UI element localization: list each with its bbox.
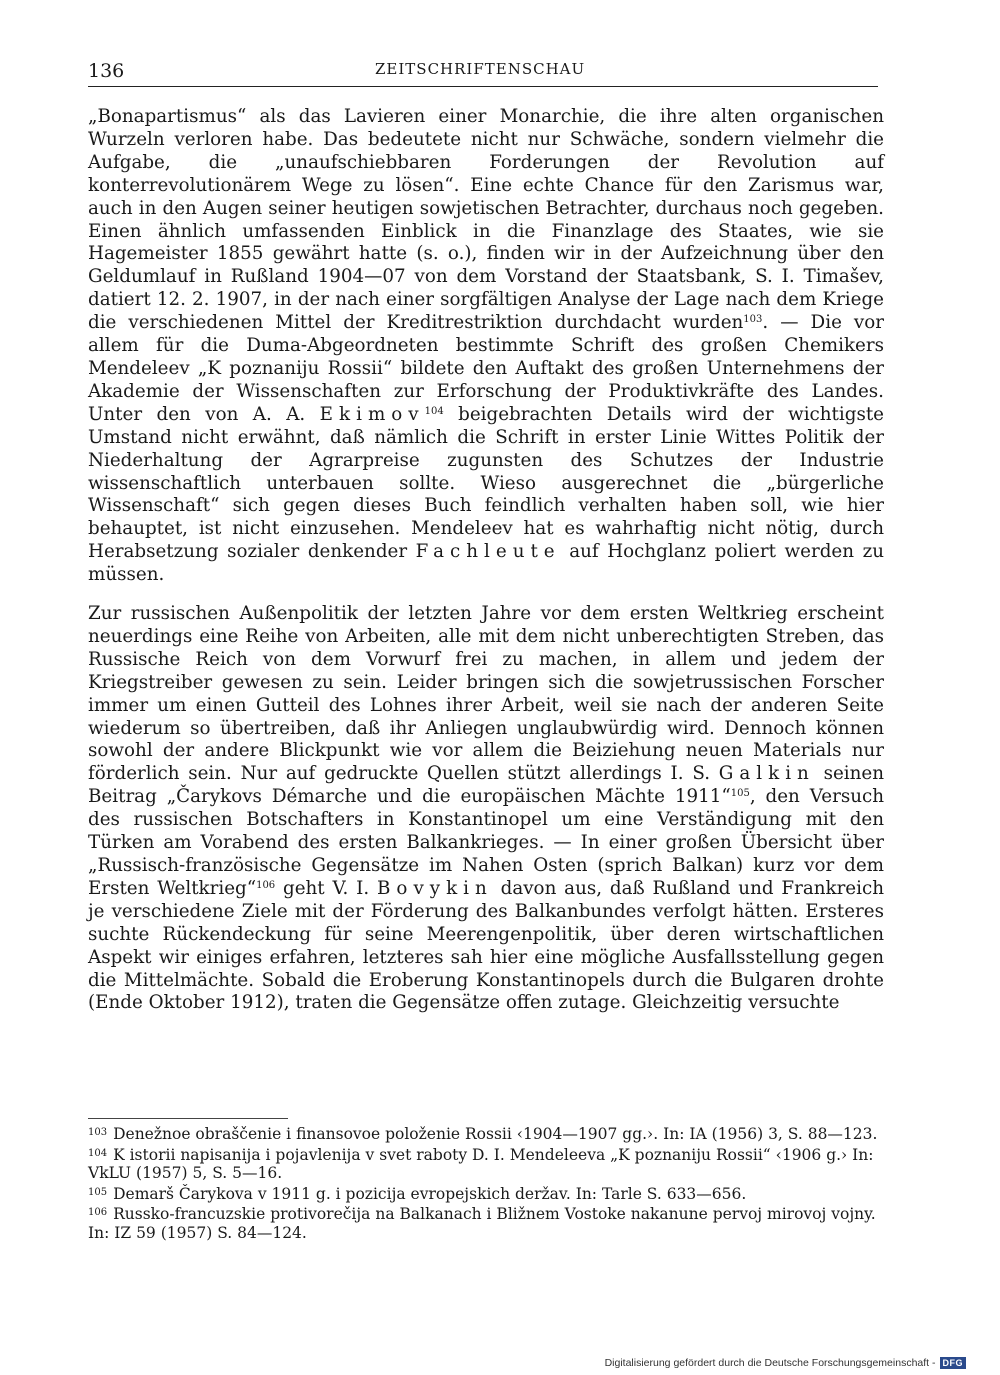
footnote-number: 103 [88,1127,108,1138]
text-run: , den Versuch des russischen Botschafters in Konstantinopel um eine Verständigung mit den Türken am Vorabend des ersten Balkankrieges. — In einer großen Übersicht über „Russisch-französische Gegensätze im Nahen Osten (sprich Balkan) kurz vor dem Ersten Weltkrieg“ [88,786,884,899]
footnote-rule [88,1118,288,1119]
page-number: 136 [88,60,125,82]
spaced-word-fachleute: Fachleute [415,541,561,563]
digitization-credit [605,1357,966,1369]
spaced-name-bovykin: Bovykin [377,877,493,899]
digitization-note: Digitalisierung gefördert durch die Deutsche Forschungsgemeinschaft - [604,1357,936,1369]
footnote-number: 104 [88,1147,108,1159]
footnote-ref-106: 106 [256,879,276,891]
footnote-number: 105 [88,1186,108,1198]
footnote-104 [88,1145,886,1183]
header-rule [88,86,878,87]
footnote-ref-103: 103 [743,314,763,326]
footnote-text: Demarš Čarykova v 1911 g. i pozicija evropejskich deržav. In: Tarle S. 633—656. [113,1184,747,1203]
running-head: ZEITSCHRIFTENSCHAU [375,60,586,78]
page-header [88,58,878,82]
text-run: geht V. I. [275,877,377,899]
dfg-logo: DFG [940,1357,967,1369]
footnote-text: Russko-francuzskie protivorečija na Balkanach i Bližnem Vostoke nakanune pervoj mirovoj vojny. In: IZ 59 (1957) S. 84—124. [88,1205,876,1242]
footnote-text: Denežnoe obraščenie i finansovoe položenie Rossii ‹1904—1907 gg.›. In: IA (1956) 3, S. 88—123. [113,1125,878,1143]
text-run: seinen Beitrag „Čarykovs Démarche und die europäischen Mächte 1911“ [88,763,884,808]
text-run: auf Hochglanz poliert werden zu müssen. [88,541,884,586]
paragraph-2 [88,603,884,1015]
main-text [88,106,884,1015]
text-run: beigebrachten Details wird der wichtigste Umstand nicht erwähnt, daß nämlich die Schrift in erster Linie Wittes Politik der Niederhaltung der Agrarpreise zugunsten des Schutzes der Industrie wissenschaftlich unterbauen sollte. Wieso ausgerechnet die „bürgerliche Wissenschaft“ sich gegen dieses Buch feindlich verhalten haben soll, wie hier behauptet, ist nicht einzusehen. Mendeleev hat es wahrhaftig nicht nötig, durch Herabsetzung sozialer denkender [88,403,884,563]
footnote-number: 106 [88,1207,108,1219]
text-run: „Bonapartismus“ als das Lavieren einer Monarchie, die ihre alten organischen Wurzeln verloren habe. Das bedeutete nicht nur Schwäche, sondern vielmehr die Aufgabe, die „unaufschiebbaren Forderungen der Revolution auf konterrevolutionärem Wege zu lösen“. Eine echte Chance für den Zarismus war, auch in den Augen seiner heutigen sowjetischen Betrachter, durchaus noch gegeben. Einen ähnlich umfassenden Einblick in die Finanzlage des Staates, wie sie Hagemeister 1855 gewährt hatte (s. o.), finden wir in der Aufzeichnung über den Geldumlauf in Rußland 1904—07 von dem Vorstand der Staatsbank, S. I. Timašev, datiert 12. 2. 1907, in der nach einer sorgfältigen Analyse der Lage nach dem Kriege die verschiedenen Mittel der Kreditrestriktion durchdacht wurden [88,106,884,334]
text-run: Zur russischen Außenpolitik der letzten Jahre vor dem ersten Weltkrieg erscheint neuerdings eine Reihe von Arbeiten, alle mit dem nicht unberechtigten Streben, das Russische Reich von dem Vorwurf frei zu machen, in allem und jedem der Kriegstreiber gewesen zu sein. Leider bringen sich die sowjetrussischen Forscher immer um einen Gutteil des Lohnes ihrer Arbeit, weil sie nach der anderen Seite wiederum so übertreiben, daß ihr Anliegen unglaubwürdig wird. Dennoch können sowohl der andere Blickpunkt wie vor allem die Beiziehung neuen Materials nur förderlich sein. Nur auf gedruckte Quellen stützt allerdings I. S. [88,603,884,785]
paragraph-1 [88,106,884,587]
footnote-103 [88,1124,886,1144]
footnote-text: K istorii napisanija i pojavlenija v svet raboty D. I. Mendeleeva „K poznaniju Rossii“ ‹1906 g.› In: VkLU (1957) 5, S. 5—16. [88,1145,874,1183]
footnote-105 [88,1184,886,1204]
spaced-name-galkin: Galkin [718,763,815,785]
spaced-name-ekimov: Ekimov [319,403,425,425]
footnotes [88,1124,886,1244]
footnote-ref-104: 104 [424,405,444,417]
footnote-106 [88,1204,886,1242]
text-run: davon aus, daß Rußland und Frankreich je verschiedene Ziele mit der Förderung des Balkanbundes verfolgt hätten. Ersteres suchte Rückendeckung für seine Meerengenpolitik, über deren wirtschaftlichen Aspekt wir einiges erfahren, letzteres sah hier eine mögliche Ausfallsstellung gegen die Mittelmächte. Sobald die Eroberung Konstantinopels durch die Bulgaren drohte (Ende Oktober 1912), traten die Gegensätze offen zutage. Gleichzeitig versuchte [88,877,884,1014]
text-run: . — Die vor allem für die Duma-Abgeordneten bestimmte Schrift des großen Chemikers Mendeleev „K poznaniju Rossii“ bildete den Auftakt des großen Unternehmens der Akademie der Wissenschaften zur Erforschung der Produktivkräfte des Landes. Unter den von A. A. [88,312,884,425]
footnote-ref-105: 105 [730,788,750,800]
